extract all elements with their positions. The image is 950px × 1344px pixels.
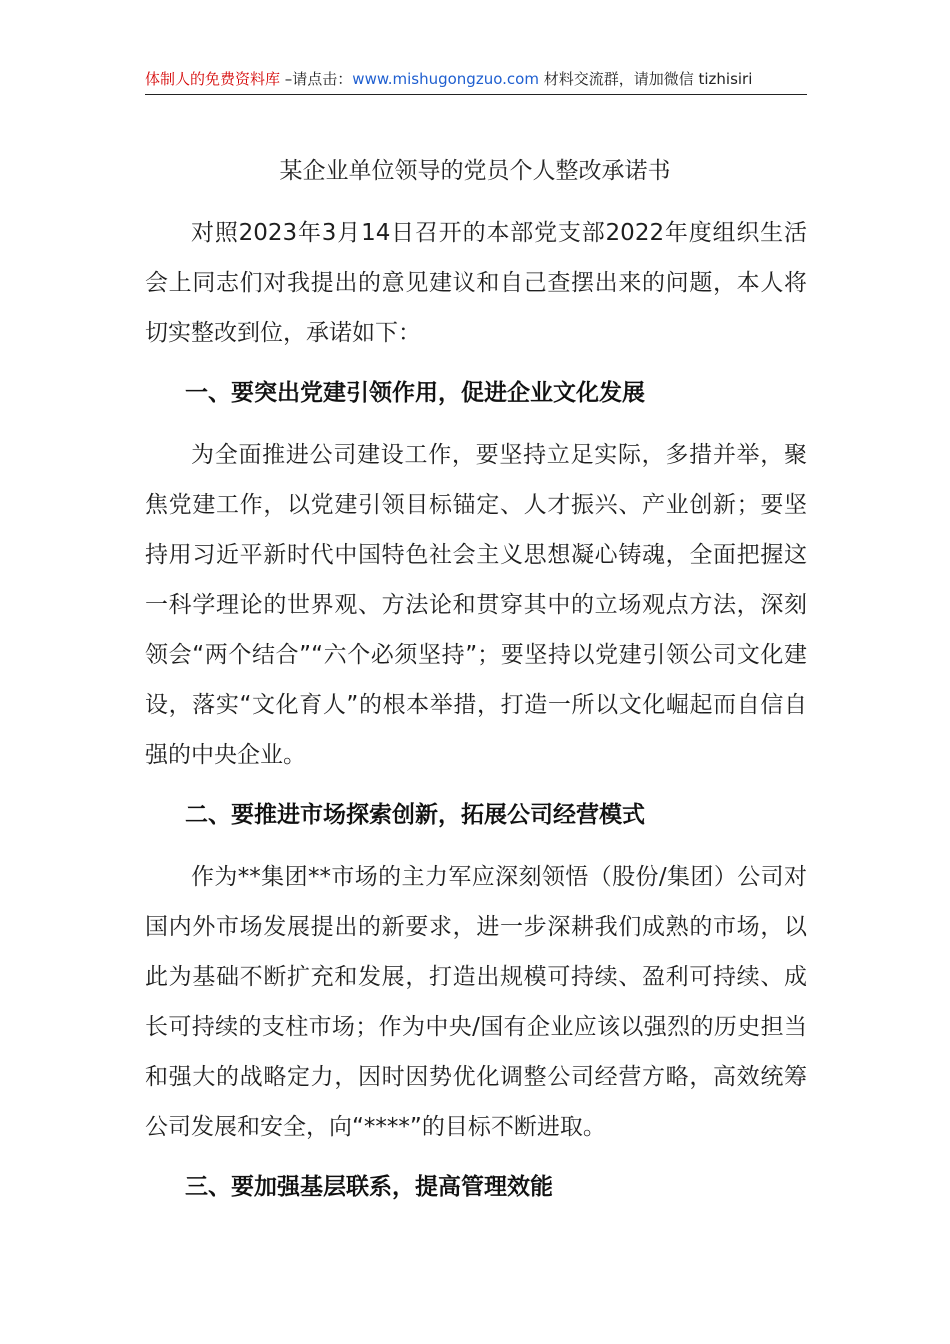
document-title: 某企业单位领导的党员个人整改承诺书 (279, 158, 671, 184)
header-brand: 体制人的免费资料库 (145, 70, 281, 88)
intro-paragraph: 对照2023年3月14日召开的本部党支部2022年度组织生活会上同志们对我提出的意见建议和自己查摆出来的问题，本人将切实整改到位，承诺如下： (145, 220, 807, 346)
section-3-heading: 三、要加强基层联系，提高管理效能 (185, 1174, 553, 1200)
header-contact-text: 材料交流群，请加微信 tizhisiri (538, 70, 753, 88)
section-1-paragraph: 为全面推进公司建设工作，要坚持立足实际，多措并举，聚焦党建工作，以党建引领目标锚定、人才振兴、产业创新；要坚持用习近平新时代中国特色社会主义思想凝心铸魂，全面把握这一科学理论的世界观、方法论和贯穿其中的立场观点方法，深刻领会“两个结合”“六个必须坚持”；要坚持以党建引领公司文化建设，落实“文化育人”的根本举措，打造一所以文化崛起而自信自强的中央企业。 (145, 442, 807, 768)
section-1-heading: 一、要突出党建引领作用，促进企业文化发展 (185, 380, 645, 406)
header-url-link[interactable]: www.mishugongzuo.com (352, 70, 539, 88)
page-header (145, 68, 807, 95)
header-prompt: –请点击： (280, 70, 353, 88)
section-2-paragraph: 作为**集团**市场的主力军应深刻领悟（股份/集团）公司对国内外市场发展提出的新要求，进一步深耕我们成熟的市场，以此为基础不断扩充和发展，打造出规模可持续、盈利可持续、成长可持续的支柱市场；作为中央/国有企业应该以强烈的历史担当和强大的战略定力，因时因势优化调整公司经营方略，高效统筹公司发展和安全，向“****”的目标不断进取。 (145, 864, 807, 1140)
section-2-heading: 二、要推进市场探索创新，拓展公司经营模式 (185, 802, 645, 828)
